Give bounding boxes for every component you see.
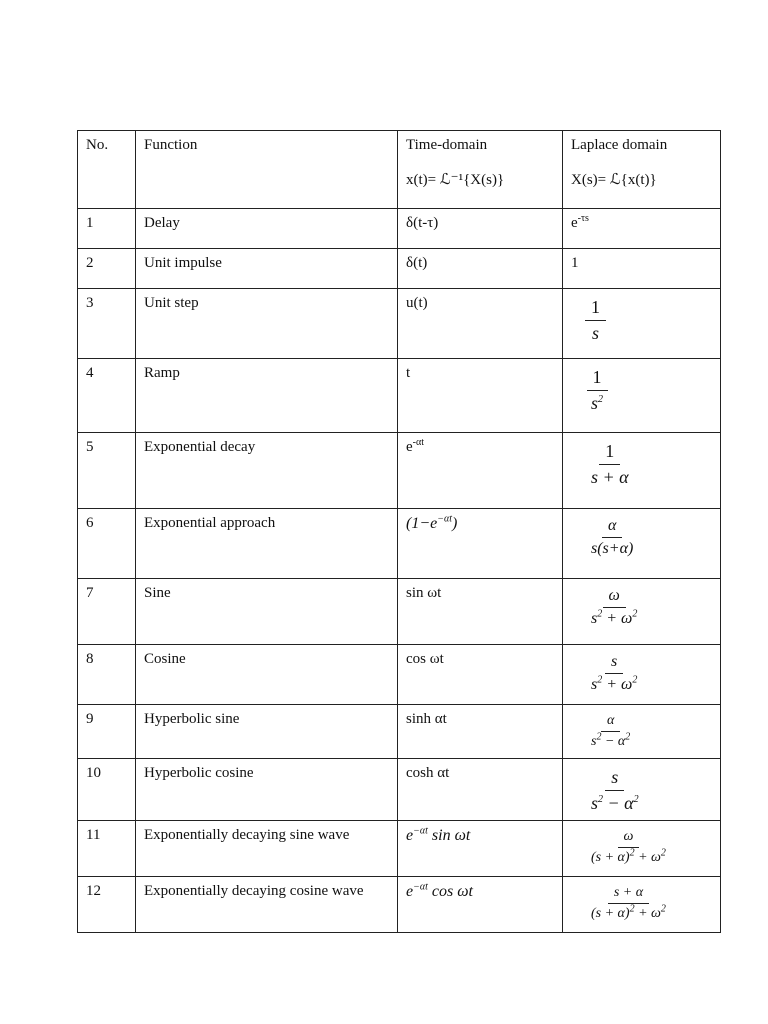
den-term-b: ω — [621, 610, 633, 628]
time-base: e — [406, 883, 414, 900]
header-no: No. — [78, 131, 136, 209]
function-name: Hyperbolic sine — [136, 705, 398, 759]
time-base: e — [406, 439, 413, 455]
time-domain-formula: x(t)= ℒ⁻¹{X(s)} — [406, 172, 505, 189]
row-number: 3 — [78, 289, 136, 359]
laplace-fraction — [585, 587, 643, 629]
function-name: Exponentially decaying sine wave — [136, 821, 398, 877]
time-suffix: sin ωt — [427, 827, 471, 844]
row-number: 2 — [78, 249, 136, 289]
den-term-a: s — [591, 610, 598, 628]
time-exponent: -αt — [412, 437, 425, 448]
time-exponent: −αt — [413, 881, 428, 893]
table-row — [78, 359, 721, 433]
time-suffix: ) — [452, 515, 458, 532]
table-header-row — [78, 131, 721, 209]
time-domain-expr — [398, 509, 563, 579]
row-number: 5 — [78, 433, 136, 509]
time-domain-expr — [398, 877, 563, 933]
fraction-numerator: α — [602, 517, 622, 538]
time-domain-expr: cos ωt — [398, 645, 563, 705]
den-operator: + — [634, 906, 652, 922]
laplace-fraction — [585, 367, 609, 413]
function-name: Unit step — [136, 289, 398, 359]
time-base: e — [406, 827, 414, 844]
den-term-a: s — [591, 676, 598, 694]
table-row — [78, 821, 721, 877]
row-number: 4 — [78, 359, 136, 433]
table-row — [78, 289, 721, 359]
fraction-denominator: s(s+α) — [591, 540, 634, 558]
time-domain-expr: t — [398, 359, 563, 433]
row-number: 1 — [78, 209, 136, 249]
time-domain-expr: δ(t-τ) — [398, 209, 563, 249]
table-row — [78, 209, 721, 249]
fraction-numerator: 1 — [599, 441, 620, 465]
fraction-numerator: ω — [603, 587, 626, 608]
fraction-numerator: 1 — [585, 297, 606, 321]
laplace-expr — [563, 579, 721, 645]
time-domain-expr: u(t) — [398, 289, 563, 359]
laplace-expr — [563, 509, 721, 579]
laplace-fraction — [585, 441, 635, 487]
table-row — [78, 433, 721, 509]
laplace-expr — [563, 705, 721, 759]
den-term-a: (s + α) — [591, 906, 630, 922]
fraction-numerator: ω — [618, 829, 640, 848]
table-row — [78, 705, 721, 759]
time-exponent: −αt — [437, 513, 453, 525]
denominator-exponent: 2 — [598, 393, 604, 405]
den-operator: + — [634, 850, 652, 866]
function-name: Sine — [136, 579, 398, 645]
table-row — [78, 579, 721, 645]
fraction-denominator — [585, 904, 672, 922]
time-suffix: cos ωt — [427, 883, 473, 900]
row-number: 8 — [78, 645, 136, 705]
fraction-denominator — [585, 732, 636, 750]
laplace-fraction — [585, 297, 606, 343]
laplace-fraction — [585, 829, 672, 866]
den-term-a-exponent: 2 — [629, 847, 635, 859]
den-operator: − — [601, 734, 618, 750]
function-name: Delay — [136, 209, 398, 249]
time-prefix: (1−e — [406, 515, 438, 532]
laplace-expr — [563, 821, 721, 877]
fraction-denominator: s + α — [591, 466, 629, 487]
row-number: 9 — [78, 705, 136, 759]
laplace-expr — [563, 759, 721, 821]
table-row — [78, 645, 721, 705]
fraction-numerator: s + α — [608, 885, 649, 904]
function-name: Cosine — [136, 645, 398, 705]
den-term-b-exponent: 2 — [633, 793, 639, 805]
den-operator: + — [602, 610, 622, 628]
laplace-domain-title: Laplace domain — [571, 137, 668, 153]
fraction-numerator: s — [605, 767, 624, 791]
den-term-a-exponent: 2 — [598, 793, 604, 805]
den-term-b-exponent: 2 — [632, 609, 638, 621]
den-term-a: (s + α) — [591, 850, 630, 866]
den-term-b: α — [617, 734, 626, 750]
laplace-fraction — [585, 885, 672, 922]
den-term-b-exponent: 2 — [632, 675, 638, 687]
row-number: 7 — [78, 579, 136, 645]
row-number: 12 — [78, 877, 136, 933]
laplace-expr — [563, 433, 721, 509]
function-name: Ramp — [136, 359, 398, 433]
den-operator: − — [603, 792, 625, 813]
function-name: Exponentially decaying cosine wave — [136, 877, 398, 933]
den-term-a: s — [591, 734, 597, 750]
fraction-denominator — [585, 391, 609, 414]
den-term-b: ω — [621, 676, 633, 694]
row-number: 6 — [78, 509, 136, 579]
time-domain-expr — [398, 433, 563, 509]
laplace-transform-table — [77, 130, 721, 933]
time-domain-expr — [398, 821, 563, 877]
header-time-domain — [398, 131, 563, 209]
den-term-b-exponent: 2 — [660, 847, 666, 859]
fraction-numerator: α — [601, 713, 620, 732]
table-row — [78, 509, 721, 579]
laplace-base: e — [571, 215, 578, 231]
den-term-b: α — [624, 792, 634, 813]
fraction-denominator — [585, 608, 643, 628]
time-domain-expr: cosh αt — [398, 759, 563, 821]
time-domain-expr: δ(t) — [398, 249, 563, 289]
fraction-numerator: s — [605, 653, 623, 674]
function-name: Exponential approach — [136, 509, 398, 579]
time-domain-expr: sinh αt — [398, 705, 563, 759]
time-domain-title: Time-domain — [406, 137, 488, 153]
laplace-expr — [563, 289, 721, 359]
den-term-b-exponent: 2 — [660, 903, 666, 915]
function-name: Unit impulse — [136, 249, 398, 289]
den-term-a-exponent: 2 — [597, 609, 603, 621]
laplace-fraction — [585, 653, 643, 695]
laplace-expr — [563, 877, 721, 933]
fraction-denominator — [585, 791, 645, 814]
laplace-fraction — [585, 713, 636, 750]
laplace-expr — [563, 209, 721, 249]
row-number: 11 — [78, 821, 136, 877]
header-laplace-domain — [563, 131, 721, 209]
laplace-expr — [563, 359, 721, 433]
function-name: Hyperbolic cosine — [136, 759, 398, 821]
laplace-exponent: -τs — [577, 213, 589, 224]
time-domain-expr: sin ωt — [398, 579, 563, 645]
laplace-expr: 1 — [563, 249, 721, 289]
table-row — [78, 759, 721, 821]
den-term-b: ω — [651, 906, 661, 922]
row-number: 10 — [78, 759, 136, 821]
denominator-base: s — [591, 392, 599, 413]
table-row — [78, 877, 721, 933]
den-term-a-exponent: 2 — [597, 675, 603, 687]
fraction-denominator: s — [591, 322, 599, 343]
laplace-expr — [563, 645, 721, 705]
den-term-b-exponent: 2 — [625, 731, 631, 743]
den-term-b: ω — [651, 850, 661, 866]
den-term-a: s — [591, 792, 599, 813]
laplace-domain-formula: X(s)= ℒ{x(t)} — [571, 172, 657, 189]
function-name: Exponential decay — [136, 433, 398, 509]
fraction-denominator — [585, 674, 643, 694]
fraction-denominator — [585, 848, 672, 866]
time-exponent: −αt — [413, 825, 428, 837]
den-term-a-exponent: 2 — [629, 903, 635, 915]
den-operator: + — [602, 676, 622, 694]
fraction-numerator: 1 — [587, 367, 608, 391]
header-function: Function — [136, 131, 398, 209]
den-term-a-exponent: 2 — [596, 731, 602, 743]
table-row — [78, 249, 721, 289]
laplace-fraction — [585, 767, 645, 813]
laplace-fraction — [585, 517, 639, 559]
